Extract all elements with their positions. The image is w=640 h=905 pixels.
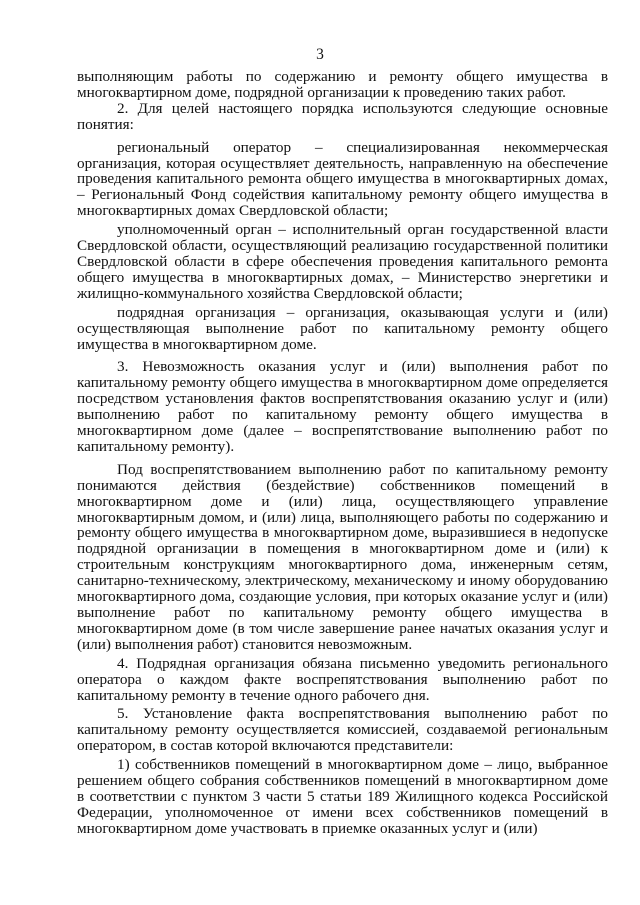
- paragraph-definition-authorized-body: уполномоченный орган – исполнительный орган государственной власти Свердловской области, осуществляющий реализацию государственной политики Свердловской области в сфере обеспечения проведения капитального ремонта общего имущества в многоквартирных домах, – Министерство энергетики и жилищно-коммунального хозяйства Свердловской области;: [77, 221, 608, 302]
- paragraph-definition-regional-operator: региональный оператор – специализированная некоммерческая организация, которая осуществляет деятельность, направленную на обеспечение проведения капитального ремонта общего имущества в многоквартирных домах, – Региональный Фонд содействия капитальному ремонту общего имущества в многоквартирных домах Свердловской области;: [77, 138, 608, 220]
- paragraph-item-4: 4. Подрядная организация обязана письменно уведомить регионального оператора о каждом факте воспрепятствования выполнению работ по капитальному ремонту в течение одного рабочего дня.: [77, 654, 608, 704]
- paragraph-continuation: выполняющим работы по содержанию и ремонту общего имущества в многоквартирном доме, подрядной организации к проведению таких работ.: [77, 68, 608, 101]
- paragraph-subitem-1: 1) собственников помещений в многоквартирном доме – лицо, выбранное решением общего собрания собственников помещений в многоквартирном доме в соответствии с пунктом 3 части 5 статьи 189 Жилищного кодекса Российской Федерации, уполномоченное от имени всех собственников помещений в многоквартирном доме участвовать в приемке оказанных услуг и (или): [77, 756, 608, 837]
- paragraph-definition-contractor: подрядная организация – организация, оказывающая услуги и (или) осуществляющая выполнение работ по капитальному ремонту общего имущества в многоквартирном доме.: [77, 303, 608, 353]
- document-body: [77, 69, 608, 837]
- paragraph-obstruction-definition: Под воспрепятствованием выполнению работ по капитальному ремонту понимаются действия (бездействие) собственников помещений в многоквартирном доме и (или) лица, осуществляющего управление многоквартирным домом, и (или) лица, выполняющего работы по содержанию и ремонту общего имущества в многоквартирном доме, выразившиеся в недопуске подрядной организации в помещения в многоквартирном доме и (или) к строительным конструкциям многоквартирного дома, инженерным сетям, санитарно-техническому, электрическому, механическому и иному оборудованию многоквартирного дома, создающие условия, при которых оказание услуг и (или) выполнение работ по капитальному ремонту общего имущества в многоквартирном доме (в том числе завершение ранее начатых оказания услуг и (или) выполнения работ) становится невозможным.: [77, 460, 608, 653]
- paragraph-item-2: 2. Для целей настоящего порядка используются следующие основные понятия:: [77, 99, 608, 133]
- page-number: 3: [316, 46, 324, 63]
- paragraph-item-5: 5. Установление факта воспрепятствования выполнению работ по капитальному ремонту осуществляется комиссией, создаваемой региональным оператором, в состав которой включаются представители:: [77, 705, 608, 755]
- paragraph-item-3: 3. Невозможность оказания услуг и (или) выполнения работ по капитальному ремонту общего имущества в многоквартирном доме определяется посредством установления фактов воспрепятствования оказанию услуг и (или) выполнению работ по капитальному ремонту общего имущества в многоквартирном доме (далее – воспрепятствование выполнению работ по капитальному ремонту).: [77, 358, 608, 455]
